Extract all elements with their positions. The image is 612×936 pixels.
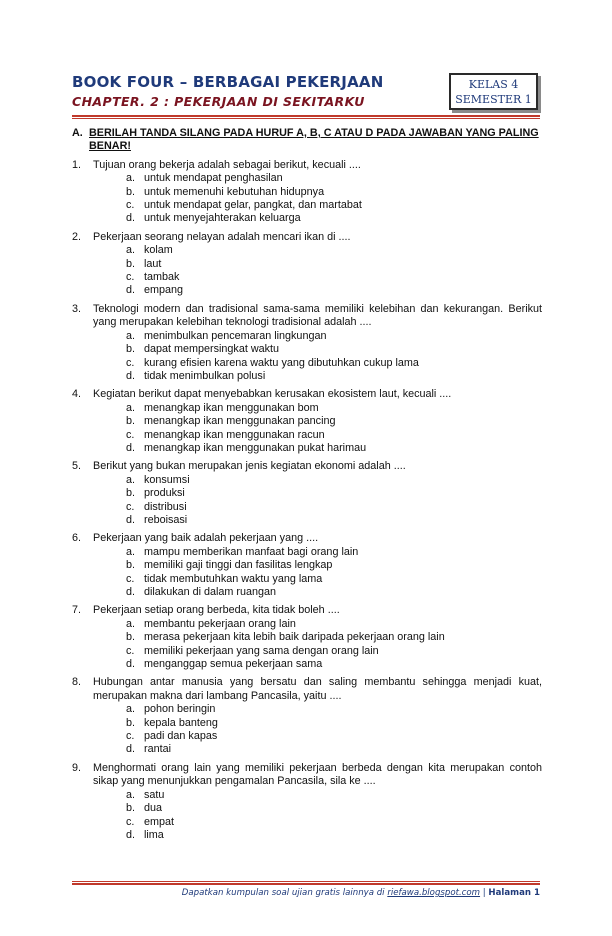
option-letter: c. (126, 428, 135, 441)
option-text: dilakukan di dalam ruangan (144, 586, 277, 598)
option-letter: a. (126, 401, 136, 414)
question-text: Teknologi modern dan tradisional sama-sama memiliki kelebihan dan kekurangan. Berikut yang merupakan kelebihan teknologi tradisional adalah .... (93, 302, 542, 329)
question-text: Pekerjaan setiap orang berbeda, kita tidak boleh .... (93, 604, 340, 617)
answer-option (126, 829, 542, 842)
question-number: 8. (72, 676, 82, 689)
option-letter: d. (126, 369, 136, 382)
question-item (72, 388, 542, 455)
option-letter: d. (126, 441, 136, 454)
answer-option (126, 212, 542, 225)
option-letter: b. (126, 343, 136, 356)
answer-options (126, 330, 542, 384)
answer-option (126, 730, 542, 743)
option-text: lima (144, 828, 164, 841)
answer-option (126, 703, 542, 716)
answer-options (126, 546, 542, 600)
option-text: rantai (144, 743, 172, 756)
question-text: Menghormati orang lain yang memiliki pekerjaan berbeda dengan kita merupakan contoh sikap yang menunjukkan pengamalan Pancasila, sila ke .... (93, 761, 542, 788)
question-stem (72, 231, 542, 244)
question-stem (72, 303, 542, 330)
option-text: empat (144, 815, 175, 828)
option-letter: b. (126, 559, 136, 572)
option-text: memiliki gaji tinggi dan fasilitas lengkap (144, 559, 333, 572)
answer-option (126, 343, 542, 356)
option-text: untuk memenuhi kebutuhan hidupnya (144, 185, 325, 198)
option-letter: a. (126, 172, 136, 185)
answer-option (126, 658, 542, 671)
question-text: Kegiatan berikut dapat menyebabkan kerusakan ekosistem laut, kecuali .... (93, 388, 452, 401)
option-letter: b. (126, 185, 136, 198)
option-letter: b. (126, 631, 136, 644)
answer-option (126, 631, 542, 644)
answer-option (126, 186, 542, 199)
option-text: menangkap ikan menggunakan pukat harimau (144, 441, 367, 454)
question-number: 1. (72, 158, 82, 171)
question-number: 5. (72, 460, 82, 473)
option-text: distribusi (144, 500, 187, 513)
option-text: kolam (144, 244, 173, 257)
answer-options (126, 402, 542, 456)
option-letter: b. (126, 487, 136, 500)
question-item (72, 676, 542, 756)
question-text: Tujuan orang bekerja adalah sebagai berikut, kecuali .... (93, 158, 361, 171)
option-text: menimbulkan pencemaran lingkungan (144, 329, 327, 342)
question-number: 9. (72, 761, 82, 774)
answer-option (126, 429, 542, 442)
option-text: merasa pekerjaan kita lebih baik daripada pekerjaan orang lain (144, 631, 445, 644)
question-item (72, 532, 542, 599)
option-text: reboisasi (144, 513, 188, 526)
option-text: produksi (144, 487, 185, 500)
option-text: membantu pekerjaan orang lain (144, 617, 296, 630)
answer-option (126, 442, 542, 455)
answer-option (126, 743, 542, 756)
answer-option (126, 172, 542, 185)
question-text: Berikut yang bukan merupakan jenis kegiatan ekonomi adalah .... (93, 460, 406, 473)
answer-option (126, 271, 542, 284)
option-letter: c. (126, 644, 135, 657)
question-item (72, 604, 542, 671)
question-sheet (72, 127, 542, 842)
page-number: Halaman 1 (488, 888, 540, 898)
section-instruction-text: BERILAH TANDA SILANG PADA HURUF A, B, C ATAU D PADA JAWABAN YANG PALING BENAR! (89, 127, 539, 153)
option-letter: d. (126, 212, 136, 225)
option-letter: a. (126, 329, 136, 342)
option-letter: c. (126, 815, 135, 828)
answer-option (126, 559, 542, 572)
question-stem (72, 604, 542, 617)
question-number: 4. (72, 388, 82, 401)
question-stem (72, 532, 542, 545)
footer-link[interactable]: riefawa.blogspot.com (387, 888, 481, 898)
page-title: BOOK FOUR – BERBAGAI PEKERJAAN (72, 73, 384, 91)
question-number: 3. (72, 302, 82, 315)
option-letter: d. (126, 284, 136, 297)
question-number: 2. (72, 230, 82, 243)
option-letter: a. (126, 703, 136, 716)
question-stem (72, 388, 542, 401)
answer-option (126, 586, 542, 599)
option-text: tambak (144, 271, 180, 284)
option-text: untuk mendapat penghasilan (144, 172, 283, 185)
answer-option (126, 514, 542, 527)
option-text: untuk menyejahterakan keluarga (144, 212, 301, 225)
option-text: menganggap semua pekerjaan sama (144, 658, 323, 671)
chapter-subtitle: CHAPTER. 2 : PEKERJAAN DI SEKITARKU (72, 94, 365, 109)
section-instruction (72, 127, 542, 154)
option-text: kepala banteng (144, 716, 218, 729)
answer-option (126, 717, 542, 730)
answer-option (126, 258, 542, 271)
answer-options (126, 172, 542, 226)
option-letter: c. (126, 572, 135, 585)
option-letter: a. (126, 788, 136, 801)
option-letter: a. (126, 617, 136, 630)
question-stem (72, 159, 542, 172)
answer-option (126, 573, 542, 586)
question-text: Hubungan antar manusia yang bersatu dan saling membantu sehingga menjadi kuat, merupakan makna dari lambang Pancasila, yaitu .... (93, 676, 542, 702)
option-letter: d. (126, 743, 136, 756)
question-stem (72, 460, 542, 473)
section-label: A. (72, 127, 83, 139)
option-text: menangkap ikan menggunakan racun (144, 428, 325, 441)
option-letter: c. (126, 199, 135, 212)
option-text: padi dan kapas (144, 730, 218, 743)
option-text: menangkap ikan menggunakan bom (144, 401, 319, 414)
option-text: kurang efisien karena waktu yang dibutuhkan cukup lama (144, 356, 419, 369)
question-item (72, 762, 542, 842)
option-letter: b. (126, 257, 136, 270)
option-letter: d. (126, 513, 136, 526)
answer-option (126, 487, 542, 500)
option-text: untuk mendapat gelar, pangkat, dan martabat (144, 199, 362, 212)
answer-option (126, 357, 542, 370)
option-letter: d. (126, 658, 136, 671)
option-text: empang (144, 284, 184, 297)
answer-options (126, 789, 542, 843)
option-letter: a. (126, 473, 136, 486)
badge-semester: SEMESTER 1 (455, 93, 532, 106)
question-list (72, 159, 542, 843)
answer-option (126, 244, 542, 257)
question-text: Pekerjaan yang baik adalah pekerjaan yang .... (93, 532, 319, 545)
question-item (72, 159, 542, 226)
option-text: menangkap ikan menggunakan pancing (144, 415, 336, 428)
question-number: 6. (72, 532, 82, 545)
answer-option (126, 199, 542, 212)
option-letter: b. (126, 415, 136, 428)
question-item (72, 231, 542, 298)
option-text: satu (144, 788, 165, 801)
option-letter: d. (126, 828, 136, 841)
option-text: mampu memberikan manfaat bagi orang lain (144, 545, 359, 558)
answer-options (126, 703, 542, 757)
option-letter: b. (126, 716, 136, 729)
answer-option (126, 618, 542, 631)
badge-class: KELAS 4 (468, 78, 519, 91)
answer-option (126, 284, 542, 297)
footer-separator: | (480, 888, 489, 898)
option-letter: c. (126, 356, 135, 369)
answer-option (126, 802, 542, 815)
answer-option (126, 474, 542, 487)
option-letter: a. (126, 244, 136, 257)
answer-option (126, 402, 542, 415)
option-letter: a. (126, 545, 136, 558)
option-letter: c. (126, 271, 135, 284)
answer-option (126, 645, 542, 658)
answer-option (126, 546, 542, 559)
answer-options (126, 618, 542, 672)
answer-option (126, 789, 542, 802)
answer-option (126, 330, 542, 343)
option-text: konsumsi (144, 473, 190, 486)
answer-option (126, 816, 542, 829)
page-footer (182, 888, 540, 898)
option-letter: b. (126, 802, 136, 815)
option-text: memiliki pekerjaan yang sama dengan orang lain (144, 644, 379, 657)
option-text: tidak menimbulkan polusi (144, 369, 266, 382)
header-divider (72, 115, 540, 119)
footer-text: Dapatkan kumpulan soal ujian gratis lainnya di (181, 888, 388, 898)
option-text: dua (144, 802, 163, 815)
question-stem (72, 676, 542, 703)
answer-options (126, 474, 542, 528)
question-item (72, 303, 542, 383)
question-text: Pekerjaan seorang nelayan adalah mencari ikan di .... (93, 230, 351, 243)
answer-options (126, 244, 542, 298)
question-number: 7. (72, 604, 82, 617)
class-badge (449, 73, 538, 110)
option-text: pohon beringin (144, 703, 216, 716)
footer-divider (72, 881, 540, 885)
option-letter: d. (126, 586, 136, 598)
option-letter: c. (126, 500, 135, 513)
option-text: dapat mempersingkat waktu (144, 343, 280, 356)
answer-option (126, 370, 542, 383)
question-stem (72, 762, 542, 789)
option-text: tidak membutuhkan waktu yang lama (144, 572, 323, 585)
answer-option (126, 501, 542, 514)
question-item (72, 460, 542, 527)
answer-option (126, 415, 542, 428)
option-letter: c. (126, 730, 135, 743)
option-text: laut (144, 257, 162, 270)
